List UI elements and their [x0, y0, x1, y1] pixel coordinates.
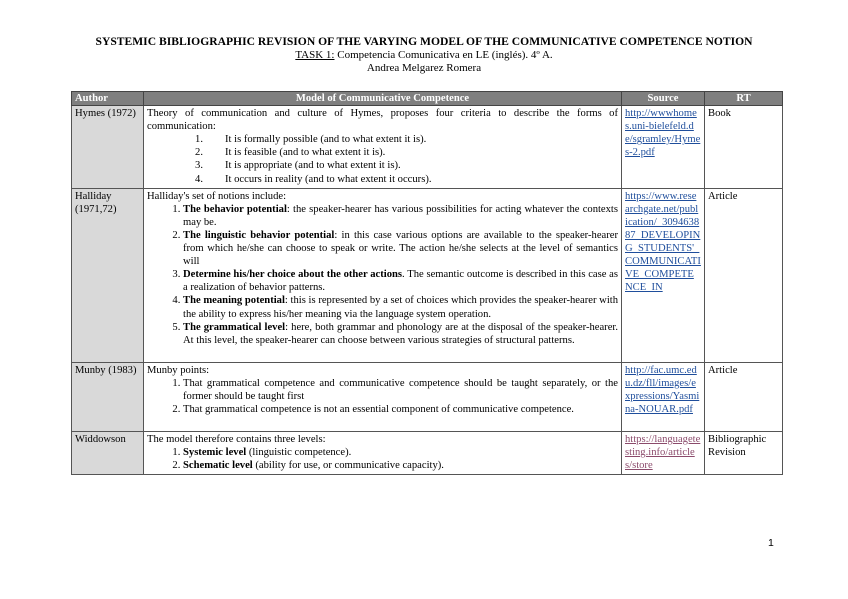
model-intro: The model therefore contains three levels: — [147, 434, 326, 446]
list-item: 2. The linguistic behavior potential: in this case various options are available to the speaker-hearer from which he/she can choose to speak or write. The action he/she selects at the level of semantics will — [183, 229, 618, 268]
list-item: 1. It is formally possible (and to what extent it is). — [195, 134, 427, 146]
document-author: Andrea Melgarez Romera — [366, 62, 482, 74]
model-cell — [144, 188, 622, 362]
column-header-author: Author — [72, 92, 144, 106]
list-item: 2. It is feasible (and to what extent it is). — [195, 147, 386, 159]
source-cell — [622, 106, 705, 189]
source-cell — [622, 432, 705, 475]
page-number: 1 — [768, 537, 774, 549]
source-link[interactable]: https://www.researchgate.net/publication/_309463887_DEVELOPING_STUDENTS'_COMMUNICATIVE_COMPETENCE_IN — [625, 190, 701, 294]
list-item: 1. That grammatical competence and communicative competence should be taught separately, or the former should be taught first — [183, 377, 618, 403]
criteria-list — [147, 133, 618, 185]
rt-cell: Article — [705, 362, 783, 431]
list-item: 1. Systemic level (linguistic competence). — [183, 446, 618, 459]
table-row — [72, 188, 783, 362]
column-header-model: Model of Communicative Competence — [144, 92, 622, 106]
source-link[interactable]: http://wwwhomes.uni-bielefeld.de/sgramley/Hymes-2.pdf — [625, 108, 701, 159]
author-cell: Halliday (1971,72) — [72, 188, 144, 362]
column-header-source: Source — [622, 92, 705, 106]
column-header-rt: RT — [705, 92, 783, 106]
document-header — [0, 35, 848, 76]
model-intro: Halliday's set of notions include: — [147, 190, 287, 202]
model-cell — [144, 432, 622, 475]
task-text: Competencia Comunicativa en LE (inglés). 4º A. — [334, 48, 553, 61]
source-cell — [622, 188, 705, 362]
task-line — [0, 49, 848, 63]
author-cell: Widdowson — [72, 432, 144, 475]
rt-cell: Book — [705, 106, 783, 189]
source-link[interactable]: https://languagetesting.info/articles/store — [625, 434, 701, 472]
list-item: 2. That grammatical competence is not an essential component of communicative competence. — [183, 403, 618, 416]
rt-cell: Article — [705, 188, 783, 362]
model-intro: Theory of communication and culture of Hymes, proposes four criteria to describe the forms of communication: — [147, 108, 618, 133]
source-link[interactable]: http://fac.umc.edu.dz/fll/images/expressions/Yasmina-NOUAR.pdf — [625, 364, 700, 416]
levels-list — [147, 446, 618, 472]
model-cell — [144, 362, 622, 431]
author-cell: Hymes (1972) — [72, 106, 144, 189]
document-title: SYSTEMIC BIBLIOGRAPHIC REVISION OF THE VARYING MODEL OF THE COMMUNICATIVE COMPETENCE NOTION — [95, 35, 753, 48]
points-list — [147, 377, 618, 416]
author-cell: Munby (1983) — [72, 362, 144, 431]
table-header-row — [72, 92, 783, 106]
list-item: 4. The meaning potential: this is represented by a set of choices which provides the speaker-hearer with the ability to express his/her meaning via the language system operation. — [183, 294, 618, 320]
model-cell — [144, 106, 622, 189]
table-row — [72, 106, 783, 189]
task-label: TASK 1: — [295, 48, 335, 61]
list-item: 3. Determine his/her choice about the other actions. The semantic outcome is described in this case as a realization of behavior patterns. — [183, 268, 618, 294]
list-item: 2. Schematic level (ability for use, or communicative capacity). — [183, 459, 618, 472]
table-row — [72, 432, 783, 475]
model-intro: Munby points: — [147, 364, 210, 376]
list-item: 4. It occurs in reality (and to what extent it occurs). — [195, 173, 432, 185]
list-item: 5. The grammatical level: here, both grammar and phonology are at the disposal of the speaker-hearer. At this level, the speaker-hearer can choose between various strategies of structural patterns. — [183, 321, 618, 347]
list-item: 1. The behavior potential: the speaker-hearer has various possibilities for acting whatever the contexts may be. — [183, 203, 618, 229]
list-item: 3. It is appropriate (and to what extent it is). — [195, 160, 401, 172]
table-row — [72, 362, 783, 431]
revision-table — [71, 91, 783, 475]
source-cell — [622, 362, 705, 431]
rt-cell: Bibliographic Revision — [705, 432, 783, 475]
notions-list — [147, 203, 618, 347]
